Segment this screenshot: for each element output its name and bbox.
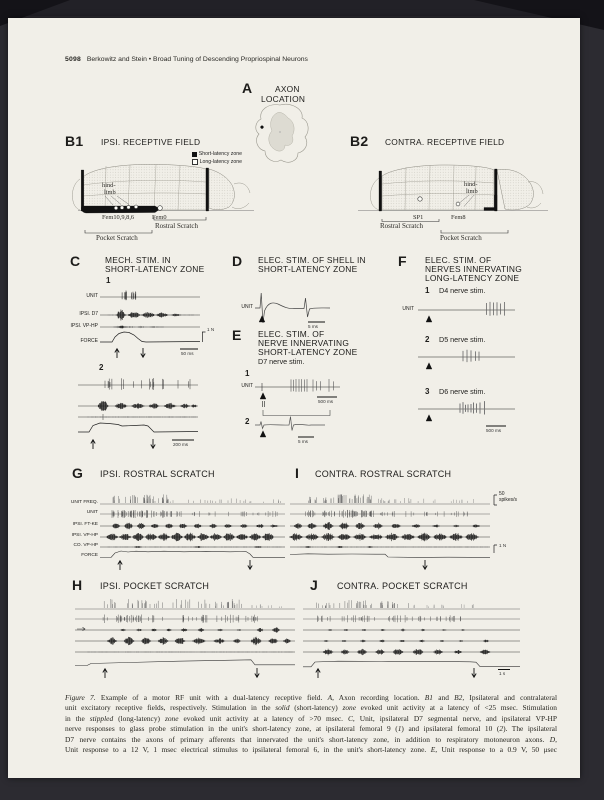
panel-a-title-line1: AXON bbox=[275, 84, 300, 94]
b2-rostral-scratch-label: Rostral Scratch bbox=[380, 222, 423, 230]
i-force-scale-label: 1 N bbox=[499, 543, 507, 548]
panel-h-letter: H bbox=[72, 577, 83, 593]
open-square-icon bbox=[192, 159, 198, 165]
b2-sp1-label: SP1 bbox=[413, 214, 424, 221]
panel-e-title-line1: ELEC. STIM. OF bbox=[258, 329, 325, 339]
filled-square-icon bbox=[192, 152, 197, 157]
legend-long-latency: Long-latency zone bbox=[158, 159, 242, 165]
panel-f-sub3-number: 3 bbox=[425, 387, 430, 396]
legend bbox=[158, 151, 242, 165]
f-unit-label: UNIT bbox=[402, 306, 414, 312]
c-trace-label-unit: UNIT bbox=[86, 293, 98, 299]
panel-g-title: IPSI. ROSTRAL SCRATCH bbox=[100, 469, 215, 479]
panel-h-title: IPSI. POCKET SCRATCH bbox=[100, 581, 210, 591]
panel-f-sub2-number: 2 bbox=[425, 335, 430, 344]
panel-d-letter: D bbox=[232, 253, 243, 269]
panel-b2-letter: B2 bbox=[350, 133, 369, 149]
panel-g-letter: G bbox=[72, 465, 84, 481]
panel-e-sub1-number: 1 bbox=[245, 369, 250, 378]
g-trace-label-ftke: IPSI. FT-KE bbox=[72, 522, 98, 527]
panel-c-letter: C bbox=[70, 253, 81, 269]
j-time-scale: 1 s bbox=[499, 671, 506, 676]
b2-hindlimb-label-2: limb bbox=[466, 188, 478, 195]
c-trace-label-d7: IPSI. D7 bbox=[79, 311, 98, 317]
b1-pocket-scratch-label: Pocket Scratch bbox=[96, 233, 138, 242]
panel-b1-title: IPSI. RECEPTIVE FIELD bbox=[101, 137, 201, 147]
b2-hindlimb-label-1: hind- bbox=[464, 181, 478, 188]
e-time-scale-2: 5 ms bbox=[298, 439, 308, 444]
b2-pocket-scratch-label: Pocket Scratch bbox=[440, 233, 482, 242]
panel-e-letter: E bbox=[232, 327, 242, 343]
f-sub1-label: D4 nerve stim. bbox=[439, 286, 486, 295]
b1-fem0-label: Fem0 bbox=[152, 214, 167, 221]
b1-rostral-scratch-label: Rostral Scratch bbox=[155, 222, 198, 230]
d-unit-label: UNIT bbox=[241, 304, 253, 310]
i-rate-scale-unit: spikes/s bbox=[499, 497, 518, 503]
f-sub3-label: D6 nerve stim. bbox=[439, 387, 486, 396]
e-unit-label: UNIT bbox=[241, 383, 253, 389]
journal-page bbox=[8, 18, 580, 778]
c-trace-label-vphp: IPSI. VP-HP bbox=[70, 323, 98, 329]
panel-a-title-line2: LOCATION bbox=[261, 94, 306, 104]
panel-f-title-line2: NERVES INNERVATING bbox=[425, 264, 522, 274]
c-force-scale-label: 1 N bbox=[207, 327, 215, 332]
panel-i-title: CONTRA. ROSTRAL SCRATCH bbox=[315, 469, 452, 479]
running-title: Berkowitz and Stein • Broad Tuning of Descending Propriospinal Neurons bbox=[86, 56, 308, 63]
panel-f-title-line3: LONG-LATENCY ZONE bbox=[425, 273, 520, 283]
g-trace-label-unitfreq: UNIT FREQ. bbox=[70, 500, 98, 505]
panel-b2-title: CONTRA. RECEPTIVE FIELD bbox=[385, 137, 505, 147]
figure-caption: Figure 7. Example of a motor RF unit with a dual-latency receptive field. A, Axon recording location. B1 and B2, Ipsilateral and contralateral unit excitatory receptive fields, respectively. Stimulation in the solid (short-latency) zone evoked unit activity at a latency of <25 msec. Stimulation in the stippled (long-latency) zone evoked unit activity at a latency of >70 msec. C, Unit, ipsilateral D7 segmental nerve, and ipsilateral VP-HP nerve responses to glass probe stimulation in the unit's short-latency zone, at ipsilateral femoral 9 (1) and ipsilateral femoral 10 (2). The ipsilateral D7 nerve contains the axons of primary afferents that innervated the unit's short-latency zone, in addition to respiratory motoneuron axons. D, Unit response to a 12 V, 1 msec electrical stimulus to ipsilateral femoral 6, in the unit's short-latency zone. E, Unit response to a 0.9 V, 50 μsec bbox=[65, 693, 558, 755]
panel-d-title-line1: ELEC. STIM. OF SHELL IN bbox=[258, 255, 366, 265]
c-time-scale-1: 50 ms bbox=[181, 351, 194, 356]
panel-c-title-line1: MECH. STIM. IN bbox=[105, 255, 171, 265]
panel-c-title-line2: SHORT-LATENCY ZONE bbox=[105, 264, 205, 274]
b1-fem-list-label: Fem10,9,8,6 bbox=[102, 214, 135, 221]
panel-a-letter: A bbox=[242, 80, 253, 96]
g-trace-label-unit: UNIT bbox=[86, 510, 98, 515]
f-sub2-label: D5 nerve stim. bbox=[439, 335, 486, 344]
g-trace-label-force: FORCE bbox=[81, 553, 98, 558]
panel-j-title: CONTRA. POCKET SCRATCH bbox=[337, 581, 468, 591]
panel-f-sub1-number: 1 bbox=[425, 286, 430, 295]
panel-d-title-line2: SHORT-LATENCY ZONE bbox=[258, 264, 358, 274]
b2-fem8-label: Fem8 bbox=[451, 214, 466, 221]
legend-short-latency: Short-latency zone bbox=[158, 151, 242, 157]
panel-j-letter: J bbox=[310, 577, 319, 593]
panel-f-title-line1: ELEC. STIM. OF bbox=[425, 255, 492, 265]
page-number: 5098 bbox=[65, 56, 81, 63]
b1-hindlimb-label-2: limb bbox=[104, 189, 116, 196]
g-trace-label-covphp: CO. VP-HP bbox=[73, 543, 98, 548]
panel-f-letter: F bbox=[398, 253, 407, 269]
running-header bbox=[65, 56, 308, 63]
c-trace-label-force: FORCE bbox=[80, 338, 98, 344]
c-time-scale-2: 200 ms bbox=[173, 442, 189, 447]
b1-hindlimb-label-1: hind- bbox=[102, 182, 116, 189]
panel-e-title-line2: NERVE INNERVATING bbox=[258, 338, 350, 348]
panel-e-subtitle: D7 nerve stim. bbox=[258, 357, 305, 366]
panel-e-title-line3: SHORT-LATENCY ZONE bbox=[258, 347, 358, 357]
figure-artwork bbox=[8, 18, 580, 778]
panel-c-sub1-number: 1 bbox=[106, 276, 111, 285]
panel-e-sub2-number: 2 bbox=[245, 417, 250, 426]
d-time-scale: 5 ms bbox=[308, 324, 318, 329]
i-rate-scale-value: 50 bbox=[499, 491, 505, 497]
panel-i-letter: I bbox=[295, 465, 300, 481]
g-trace-label-vphp: IPSI. VP-HP bbox=[71, 533, 98, 538]
panel-c-sub2-number: 2 bbox=[99, 363, 104, 372]
e-time-scale-1: 500 ms bbox=[318, 399, 334, 404]
panel-b1-letter: B1 bbox=[65, 133, 84, 149]
f-time-scale: 500 ms bbox=[486, 428, 502, 433]
